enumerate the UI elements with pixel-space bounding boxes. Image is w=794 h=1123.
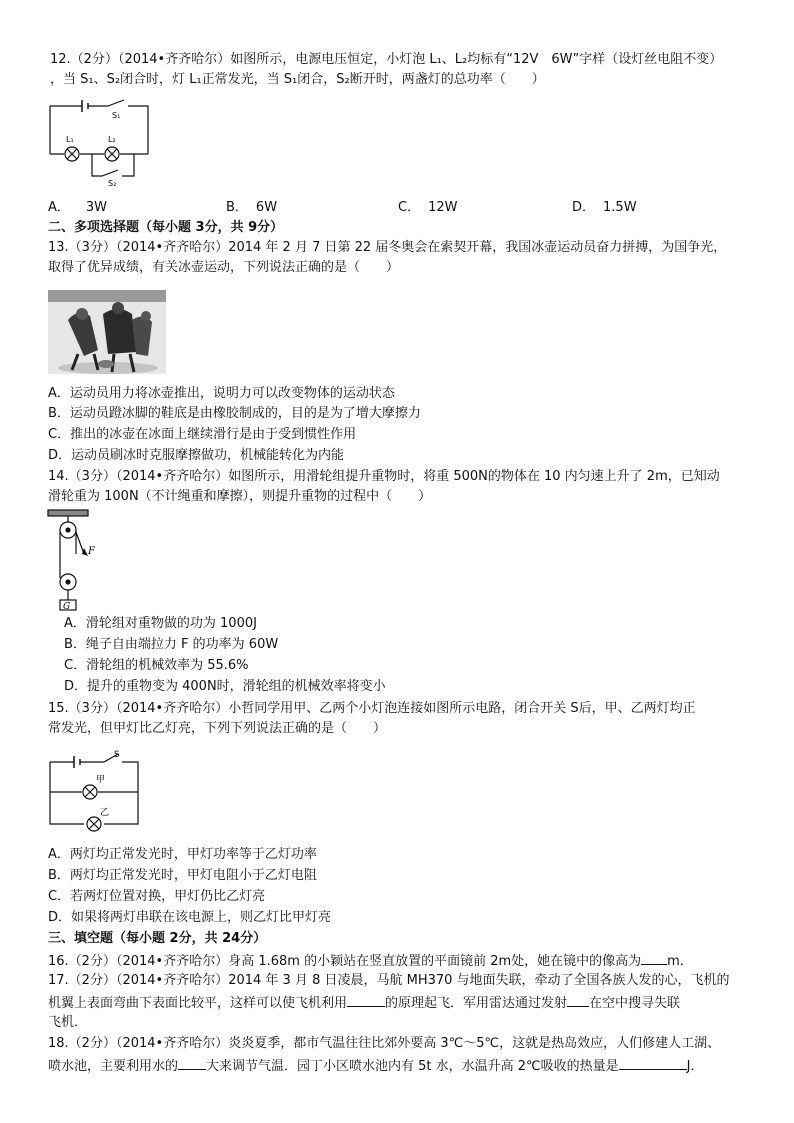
- q15-stem-line1: 15.（3分）（2014•齐齐哈尔）小哲同学用甲、乙两个小灯泡连接如图所示电路，闭合开关 S后，甲、乙两灯均正: [48, 701, 696, 716]
- q17-answer-blank-1[interactable]: [347, 994, 385, 1007]
- q13-curling-photo: [48, 290, 166, 374]
- q14-option-b[interactable]: B．绳子自由端拉力 F 的功率为 60W: [64, 637, 279, 652]
- q12-fig-label-l1: L₁: [66, 135, 74, 144]
- q18-stem-line2: 喷水池，主要利用水的 大来调节气温．园丁小区喷水池内有 5t 水，水温升高 2℃吸收的热量是 J．: [48, 1059, 704, 1074]
- q18-answer-blank-1[interactable]: [178, 1057, 206, 1070]
- q12-stem-line1: 12.（2分）（2014•齐齐哈尔）如图所示，电源电压恒定，小灯泡 L₁、L₂均标有“12V 6W”字样（设灯丝电阻不变）: [50, 52, 723, 67]
- q15-option-b[interactable]: B．两灯均正常发光时，甲灯电阻小于乙灯电阻: [48, 868, 317, 883]
- q15-fig-label-yi: 乙: [100, 808, 110, 818]
- q16-answer-blank[interactable]: [641, 952, 667, 965]
- q15-option-c[interactable]: C．若两灯位置对换，甲灯仍比乙灯亮: [48, 889, 266, 904]
- q12-stem-line2: ，当 S₁、S₂闭合时，灯 L₁正常发光，当 S₁闭合，S₂断开时，两盏灯的总功率（ ）: [50, 72, 545, 87]
- q14-option-d[interactable]: D．提升的重物变为 400N时，滑轮组的机械效率将变小: [64, 679, 386, 694]
- q13-stem-line1: 13.（3分）（2014•齐齐哈尔）2014 年 2 月 7 日第 22 届冬奥会在索契开幕，我国冰壶运动员奋力拼搏，为国争光，: [48, 240, 727, 255]
- q17-stem-line1: 17.（2分）（2014•齐齐哈尔）2014 年 3 月 8 日凌晨，马航 MH370 与地面失联，牵动了全国各族人发的心，飞机的: [48, 973, 730, 988]
- q15-fig-label-s: S: [114, 750, 120, 760]
- q13-option-c[interactable]: C．推出的冰壶在冰面上继续滑行是由于受到惯性作用: [48, 427, 357, 442]
- q13-option-b[interactable]: B．运动员蹬冰脚的鞋底是由橡胶制成的，目的是为了增大摩擦力: [48, 406, 421, 421]
- q15-option-a[interactable]: A．两灯均正常发光时，甲灯功率等于乙灯功率: [48, 847, 317, 862]
- q12-fig-label-s2: S₂: [108, 179, 117, 188]
- q17-answer-blank-2[interactable]: [567, 994, 589, 1007]
- q12-option-c[interactable]: C． 12W: [398, 200, 458, 215]
- q14-stem-line2: 滑轮重为 100N（不计绳重和摩擦），则提升重物的过程中（ ）: [48, 489, 432, 504]
- q14-fig-label-f: F: [88, 546, 95, 557]
- section-heading-multiple-choice: 二、多项选择题（每小题 3分，共 9分）: [48, 220, 284, 235]
- q12-fig-label-s1: S₁: [112, 111, 121, 120]
- q15-option-d[interactable]: D．如果将两灯串联在该电源上，则乙灯比甲灯亮: [48, 910, 332, 925]
- q14-fig-label-g: G: [63, 602, 71, 612]
- q12-option-b[interactable]: B． 6W: [226, 200, 278, 215]
- q13-stem-line2: 取得了优异成绩，有关冰壶运动，下列说法正确的是（ ）: [48, 260, 400, 275]
- q15-circuit-diagram: [44, 748, 144, 834]
- q14-option-a[interactable]: A．滑轮组对重物做的功为 1000J: [64, 616, 257, 631]
- q16-stem: 16.（2分）（2014•齐齐哈尔）身高 1.68m 的小颖站在竖直放置的平面镜前 2m处，她在镜中的像高为 m．: [48, 954, 693, 969]
- q14-stem-line1: 14.（3分）（2014•齐齐哈尔）如图所示，用滑轮组提升重物时，将重 500N的物体在 10 内匀速上升了 2m，已知动: [48, 469, 720, 484]
- q12-option-d[interactable]: D． 1.5W: [572, 200, 637, 215]
- q18-stem-line1: 18.（2分）（2014•齐齐哈尔）炎炎夏季，都市气温往往比郊外要高 3℃～5℃，这就是热岛效应，人们修建人工湖、: [48, 1036, 721, 1051]
- q17-stem-line3: 飞机．: [48, 1015, 88, 1030]
- q14-option-c[interactable]: C．滑轮组的机械效率为 55.6%: [64, 658, 249, 673]
- q12-circuit-diagram: [44, 96, 154, 188]
- q12-fig-label-l2: L₂: [108, 135, 116, 144]
- q15-stem-line2: 常发光，但甲灯比乙灯亮，下列下列说法正确的是（ ）: [48, 721, 387, 736]
- q18-answer-blank-2[interactable]: [619, 1057, 687, 1070]
- q13-option-d[interactable]: D．运动员刷冰时克服摩擦做功，机械能转化为内能: [48, 448, 345, 463]
- section-heading-fill-in: 三、填空题（每小题 2分，共 24分）: [48, 931, 267, 946]
- q14-pulley-diagram: [44, 508, 104, 612]
- q13-option-a[interactable]: A．运动员用力将冰壶推出，说明力可以改变物体的运动状态: [48, 386, 395, 401]
- q17-stem-line2: 机翼上表面弯曲下表面比较平，这样可以使飞机利用 的原理起飞．军用雷达通过发射 在空中搜寻失联: [48, 996, 681, 1011]
- q12-option-a[interactable]: A． 3W: [48, 200, 108, 215]
- q15-fig-label-jia: 甲: [96, 775, 106, 785]
